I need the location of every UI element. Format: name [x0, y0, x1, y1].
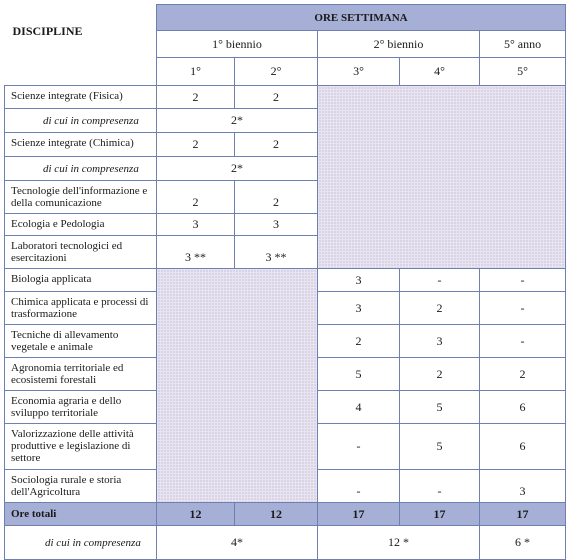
hours-cell: - [400, 470, 480, 503]
discipline-name: Ecologia e Pedologia [5, 214, 157, 236]
compresenza-label: di cui in compresenza [5, 526, 157, 560]
hours-cell: 2 [235, 181, 318, 214]
discipline-name: Agronomia territoriale ed ecosistemi forestali [5, 358, 157, 391]
discipline-name: Tecniche di allevamento vegetale e animale [5, 325, 157, 358]
year-header-5: 5° [480, 58, 566, 86]
totals-label: Ore totali [5, 503, 157, 526]
hours-cell: 2 [400, 292, 480, 325]
total-hours-cell: 17 [318, 503, 400, 526]
year-header-3: 3° [318, 58, 400, 86]
table-row [5, 86, 566, 109]
hours-cell: 3 [318, 292, 400, 325]
hours-cell: 5 [318, 358, 400, 391]
hours-cell: 2 [157, 181, 235, 214]
year-header-2: 2° [235, 58, 318, 86]
hours-cell: 3 ** [235, 236, 318, 269]
hours-cell: 2 [480, 358, 566, 391]
hours-cell: 5 [400, 391, 480, 424]
hours-cell: 3 [157, 214, 235, 236]
discipline-name: Tecnologie dell'informazione e della comunicazione [5, 181, 157, 214]
discipline-name: Scienze integrate (Chimica) [5, 133, 157, 157]
period-header-first-biennium: 1° biennio [157, 31, 318, 58]
hours-cell: - [400, 269, 480, 292]
total-hours-cell: 12 [157, 503, 235, 526]
shaded-empty-area [157, 269, 318, 503]
year-header-4: 4° [400, 58, 480, 86]
total-hours-cell: 12 [235, 503, 318, 526]
hours-cell: - [480, 325, 566, 358]
discipline-name: Laboratori tecnologici ed esercitazioni [5, 236, 157, 269]
discipline-name: Biologia applicata [5, 269, 157, 292]
hours-cell: 6 [480, 391, 566, 424]
weekly-hours-table [4, 4, 566, 560]
hours-cell: 3 ** [157, 236, 235, 269]
hours-cell: 4 [318, 391, 400, 424]
period-header-fifth-year: 5° anno [480, 31, 566, 58]
total-hours-cell: 17 [400, 503, 480, 526]
disciplines-header-blank [5, 58, 157, 86]
compresenza-fifth-year: 6 * [480, 526, 566, 560]
discipline-name: Valorizzazione delle attività produttive e legislazione di settore [5, 424, 157, 470]
hours-cell: 2 [318, 325, 400, 358]
discipline-name: Economia agraria e dello sviluppo territoriale [5, 391, 157, 424]
hours-cell: - [480, 269, 566, 292]
hours-cell: 2 [235, 133, 318, 157]
hours-cell-merged: 2* [157, 109, 318, 133]
compresenza-first-biennium: 4* [157, 526, 318, 560]
hours-cell: 3 [235, 214, 318, 236]
weekly-hours-header: ORE SETTIMANA [157, 5, 566, 31]
hours-cell: 3 [318, 269, 400, 292]
compresenza-second-biennium: 12 * [318, 526, 480, 560]
hours-cell-merged: 2* [157, 157, 318, 181]
discipline-name: Chimica applicata e processi di trasformazione [5, 292, 157, 325]
shaded-empty-area [318, 86, 566, 269]
hours-cell: 2 [235, 86, 318, 109]
hours-cell: 2 [157, 86, 235, 109]
total-hours-cell: 17 [480, 503, 566, 526]
discipline-subnote: di cui in compresenza [5, 157, 157, 181]
discipline-name: Scienze integrate (Fisica) [5, 86, 157, 109]
discipline-subnote: di cui in compresenza [5, 109, 157, 133]
period-header-second-biennium: 2° biennio [318, 31, 480, 58]
disciplines-header: DISCIPLINE [5, 5, 157, 58]
hours-cell: - [318, 424, 400, 470]
compresenza-row [5, 526, 566, 560]
hours-cell: - [480, 292, 566, 325]
discipline-name: Sociologia rurale e storia dell'Agricoltura [5, 470, 157, 503]
hours-cell: 5 [400, 424, 480, 470]
hours-cell: - [318, 470, 400, 503]
hours-cell: 2 [157, 133, 235, 157]
hours-cell: 3 [480, 470, 566, 503]
table-row [5, 269, 566, 292]
totals-row [5, 503, 566, 526]
hours-cell: 6 [480, 424, 566, 470]
year-header-1: 1° [157, 58, 235, 86]
hours-cell: 2 [400, 358, 480, 391]
hours-cell: 3 [400, 325, 480, 358]
